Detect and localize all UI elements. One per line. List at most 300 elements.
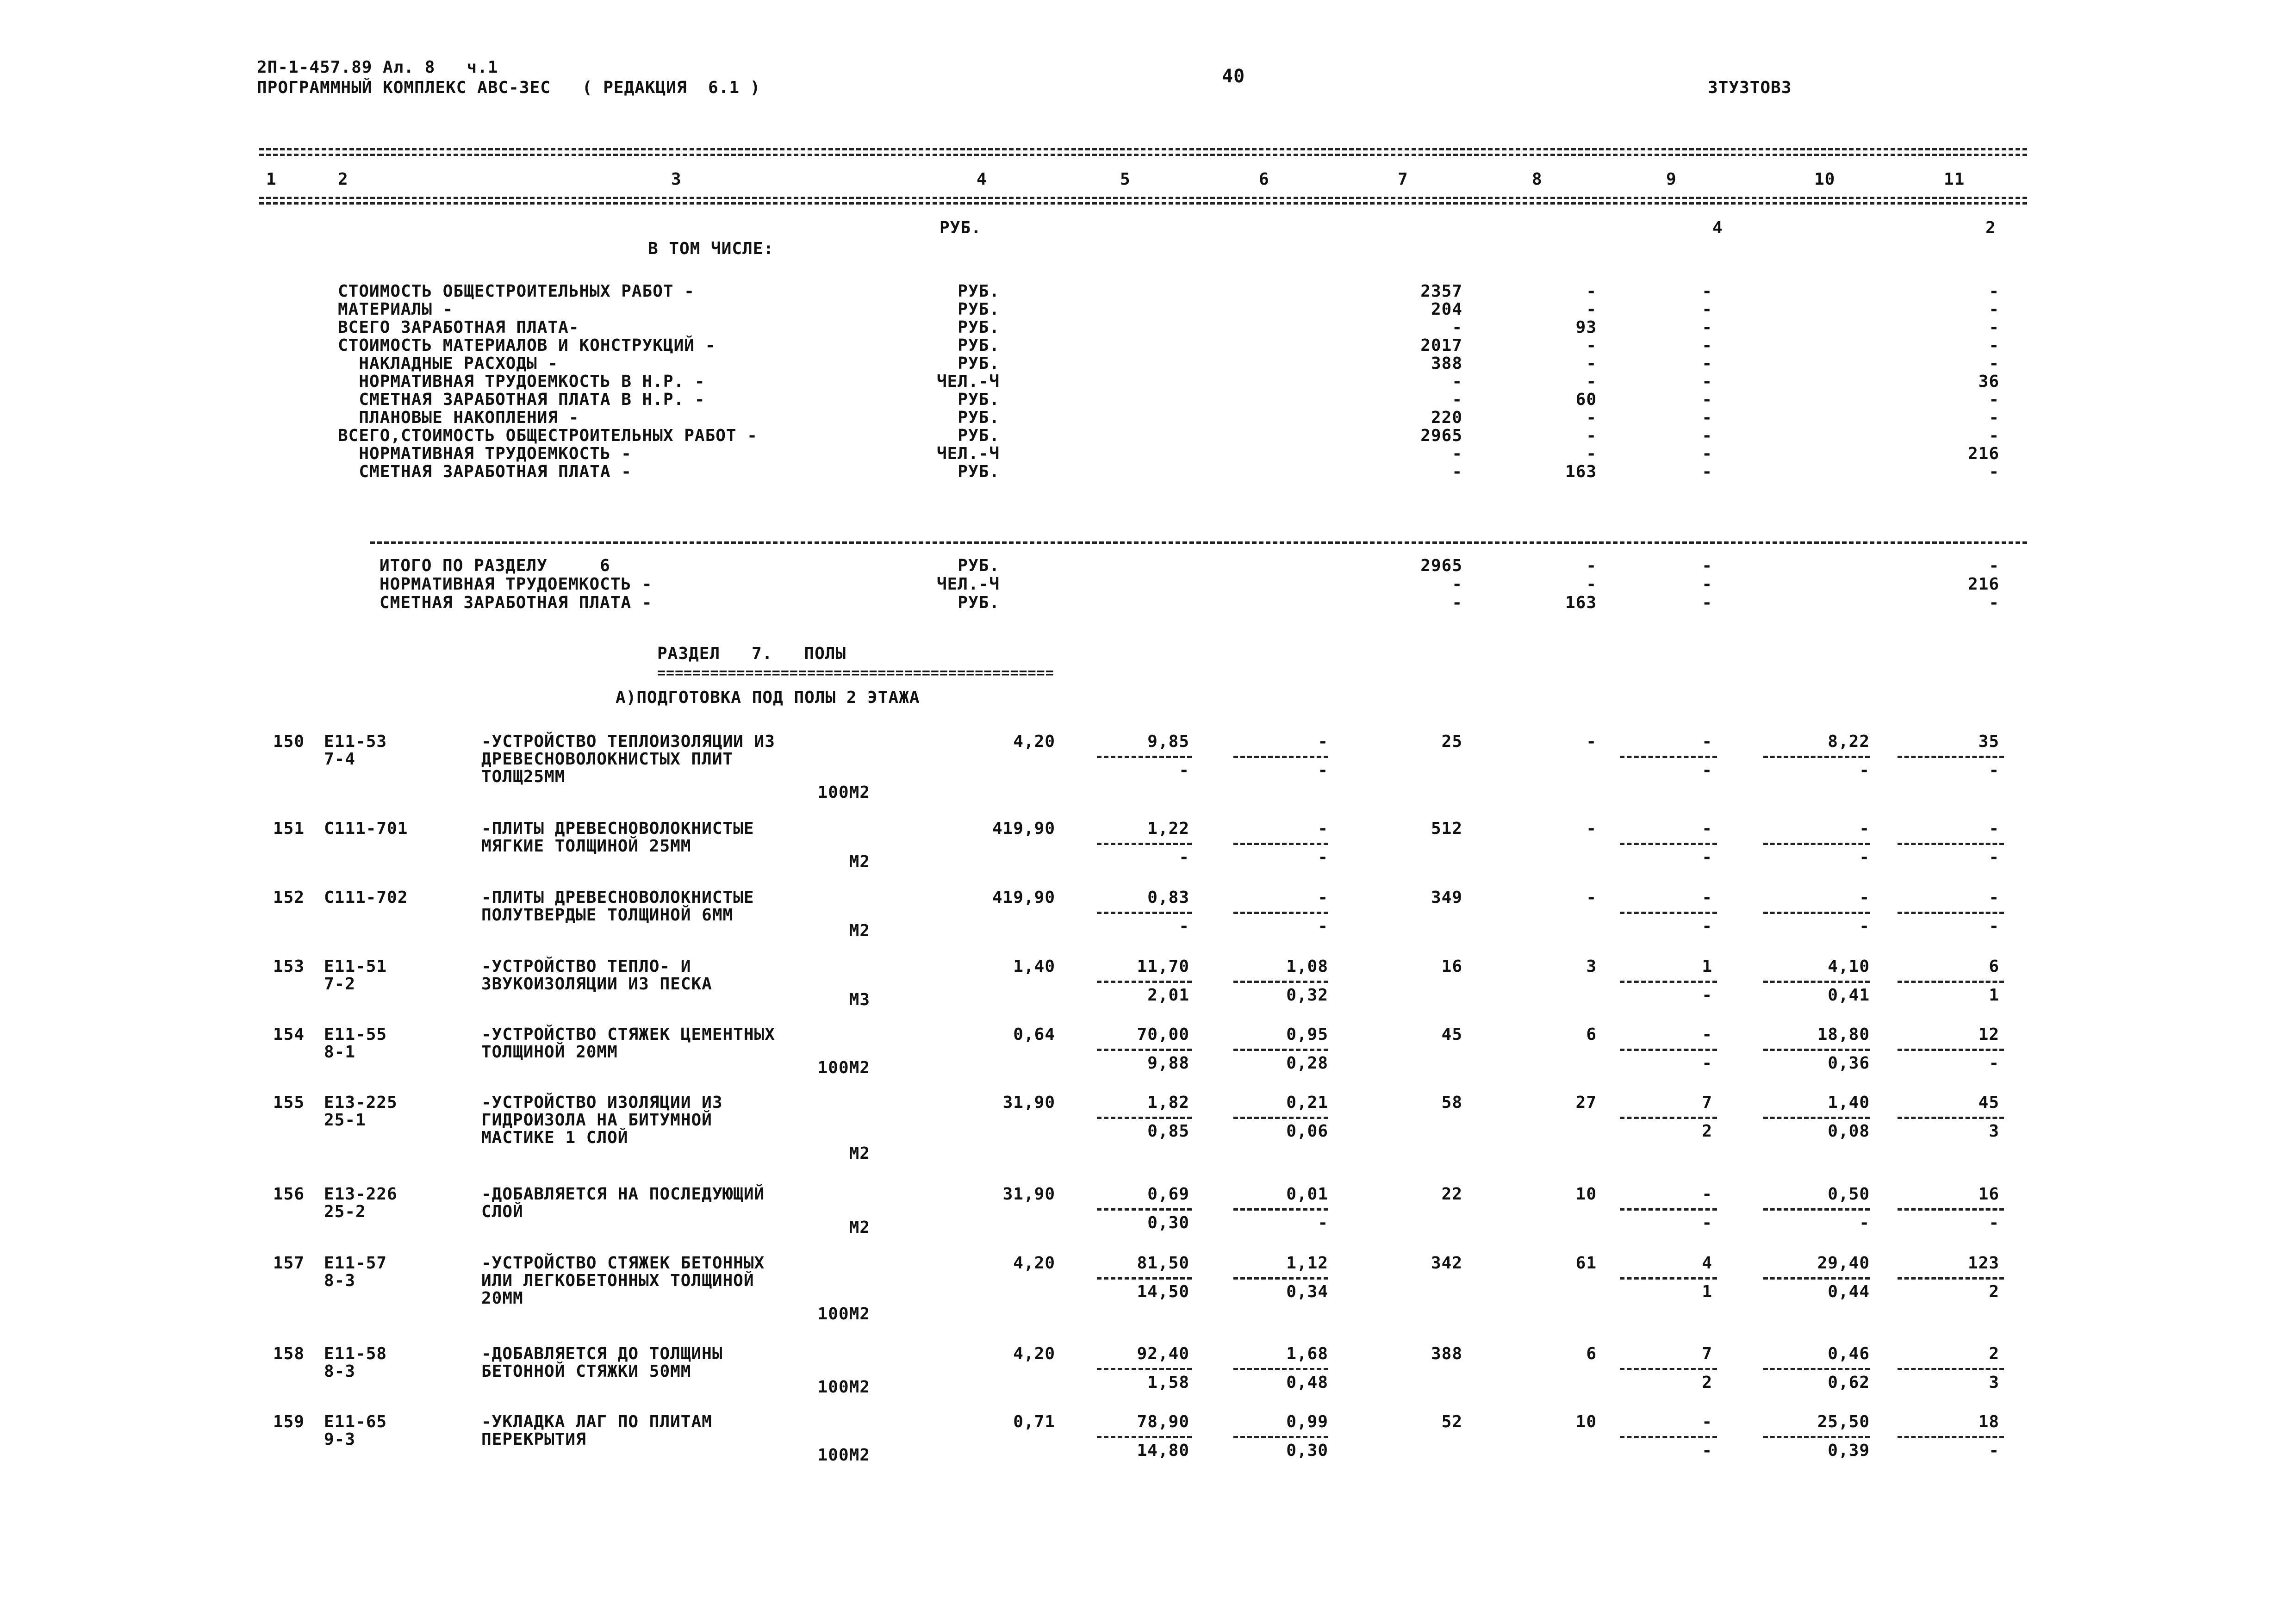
item-separator-col10 — [1763, 1049, 1870, 1051]
item-labor-unit: 18,80 — [1817, 1025, 1870, 1044]
item-separator-col9 — [1620, 1208, 1717, 1211]
total-row-col8: - — [1586, 575, 1597, 594]
item-machine-wage-total: - — [1702, 1213, 1712, 1232]
item-description-line: -УСТРОЙСТВО ТЕПЛОИЗОЛЯЦИИ ИЗ — [481, 732, 775, 751]
item-norm-code: Е11-51 — [324, 957, 387, 976]
summary-row-unit: РУБ. — [958, 300, 1000, 319]
item-norm-code: Е11-65 — [324, 1412, 387, 1431]
item-machine-labor-total: 1 — [1989, 986, 1999, 1005]
summary-row-col8: - — [1586, 408, 1597, 427]
column-header-rule — [259, 197, 2027, 199]
summary-row-col7: 2357 — [1420, 282, 1462, 301]
column-number: 6 — [1259, 170, 1269, 189]
item-wage-per-unit: 0,30 — [1147, 1213, 1189, 1232]
item-wage-per-unit: 0,85 — [1147, 1122, 1189, 1141]
document-code-right: ЗТУ3ТОВЗ — [1708, 78, 1792, 97]
item-separator-col5 — [1097, 1277, 1192, 1280]
item-separator-col6 — [1233, 1117, 1328, 1119]
summary-row-col11: - — [1989, 282, 1999, 301]
column-number: 8 — [1532, 170, 1543, 189]
summary-row-col11: - — [1989, 354, 1999, 373]
item-wage-per-unit: 2,01 — [1147, 986, 1189, 1005]
item-total-cost: 52 — [1441, 1412, 1462, 1431]
summary-row-col9: - — [1702, 354, 1712, 373]
item-separator-col5 — [1097, 912, 1192, 914]
item-quantity: 0,64 — [1013, 1025, 1055, 1044]
item-separator-col9 — [1620, 1368, 1717, 1370]
item-norm-subcode: 8-3 — [324, 1362, 356, 1381]
item-description-line: -УСТРОЙСТВО ИЗОЛЯЦИИ ИЗ — [481, 1093, 723, 1112]
summary-row-col11: - — [1989, 318, 1999, 337]
summary-row-col7: - — [1452, 390, 1462, 409]
item-machine-wage-per-unit: 0,28 — [1286, 1054, 1328, 1073]
item-separator-col11 — [1898, 1049, 2004, 1051]
total-row-col11: - — [1989, 593, 1999, 612]
summary-row-col9: - — [1702, 408, 1712, 427]
item-quantity: 1,40 — [1013, 957, 1055, 976]
total-row-unit: РУБ. — [958, 593, 1000, 612]
item-separator-col6 — [1233, 1049, 1328, 1051]
program-title: ПРОГРАММНЫЙ КОМПЛЕКС АВС-3ЕС ( РЕДАКЦИЯ 6.1 ) — [257, 78, 761, 97]
summary-row-unit: РУБ. — [958, 318, 1000, 337]
total-row-col9: - — [1702, 556, 1712, 575]
item-machine-wage-total: - — [1702, 917, 1712, 936]
item-machine-wage-per-unit: 0,48 — [1286, 1373, 1328, 1392]
summary-row-col9: - — [1702, 318, 1712, 337]
total-row-col8: 163 — [1565, 593, 1597, 612]
item-machine-wage-per-unit: 0,06 — [1286, 1122, 1328, 1141]
summary-col11-value: 2 — [1985, 218, 1996, 237]
item-total-machines: 1 — [1702, 957, 1712, 976]
item-norm-subcode: 9-3 — [324, 1430, 356, 1449]
item-separator-col9 — [1620, 981, 1717, 983]
item-quantity: 31,90 — [1002, 1185, 1055, 1204]
total-row-col11: 216 — [1967, 575, 1999, 594]
summary-row-col9: - — [1702, 426, 1712, 445]
summary-row-col9: - — [1702, 462, 1712, 481]
summary-row-col8: - — [1586, 372, 1597, 391]
item-separator-col10 — [1763, 1436, 1870, 1438]
item-norm-subcode: 25-1 — [324, 1111, 366, 1130]
summary-row-col9: - — [1702, 372, 1712, 391]
item-machine-labor-total: - — [1989, 917, 1999, 936]
item-norm-code: С111-702 — [324, 888, 408, 907]
item-unit: М2 — [849, 1144, 870, 1163]
item-machine-labor-total: - — [1989, 1213, 1999, 1232]
item-labor-unit: - — [1859, 888, 1870, 907]
item-separator-col10 — [1763, 1368, 1870, 1370]
item-unit: М2 — [849, 921, 870, 940]
item-separator-col5 — [1097, 1208, 1192, 1211]
item-separator-col10 — [1763, 912, 1870, 914]
summary-row-col8: - — [1586, 444, 1597, 463]
item-separator-col5 — [1097, 981, 1192, 983]
item-number: 155 — [273, 1093, 305, 1112]
item-total-wages: 10 — [1575, 1185, 1597, 1204]
item-separator-col5 — [1097, 756, 1192, 758]
summary-row-col11: - — [1989, 300, 1999, 319]
summary-row-label: НАКЛАДНЫЕ РАСХОДЫ - — [338, 354, 559, 373]
item-separator-col10 — [1763, 1208, 1870, 1211]
item-total-wages: - — [1586, 732, 1597, 751]
item-description-line: -ДОБАВЛЯЕТСЯ ДО ТОЛЩИНЫ — [481, 1344, 723, 1363]
item-machine-labor-total: - — [1989, 848, 1999, 867]
summary-col9-value: 4 — [1712, 218, 1723, 237]
item-separator-col5 — [1097, 843, 1192, 845]
summary-row-label: МАТЕРИАЛЫ - — [338, 300, 454, 319]
item-unit: 100М2 — [817, 1305, 870, 1324]
item-description-line: ЗВУКОИЗОЛЯЦИИ ИЗ ПЕСКА — [481, 975, 712, 994]
item-unit-price-machines: - — [1318, 819, 1328, 838]
total-row-col8: - — [1586, 556, 1597, 575]
item-unit-price-machines: 1,68 — [1286, 1344, 1328, 1363]
summary-row-unit: ЧЕЛ.-Ч — [936, 444, 1000, 463]
item-total-machines: 7 — [1702, 1093, 1712, 1112]
item-unit-price: 9,85 — [1147, 732, 1189, 751]
item-labor-total: 6 — [1989, 957, 1999, 976]
summary-row-unit: РУБ. — [958, 462, 1000, 481]
item-norm-code: С111-701 — [324, 819, 408, 838]
summary-row-col9: - — [1702, 390, 1712, 409]
item-norm-subcode: 7-4 — [324, 750, 356, 769]
item-labor-total: 18 — [1978, 1412, 1999, 1431]
total-row-col9: - — [1702, 593, 1712, 612]
item-total-wages: 6 — [1586, 1025, 1597, 1044]
item-total-cost: 22 — [1441, 1185, 1462, 1204]
total-row-col7: - — [1452, 593, 1462, 612]
summary-row-col9: - — [1702, 444, 1712, 463]
summary-row-label: НОРМАТИВНАЯ ТРУДОЕМКОСТЬ - — [338, 444, 632, 463]
summary-row-col7: - — [1452, 372, 1462, 391]
item-machine-labor-unit: 0,39 — [1828, 1441, 1870, 1460]
item-total-wages: 27 — [1575, 1093, 1597, 1112]
item-quantity: 4,20 — [1013, 1344, 1055, 1363]
item-labor-total: 12 — [1978, 1025, 1999, 1044]
summary-row-col7: 220 — [1431, 408, 1462, 427]
item-separator-col11 — [1898, 1368, 2004, 1370]
item-norm-code: Е13-225 — [324, 1093, 398, 1112]
item-description-line: -УСТРОЙСТВО СТЯЖЕК ЦЕМЕНТНЫХ — [481, 1025, 775, 1044]
item-unit-price-machines: 1,12 — [1286, 1254, 1328, 1273]
item-machine-labor-unit: - — [1859, 917, 1870, 936]
item-norm-code: Е11-55 — [324, 1025, 387, 1044]
item-separator-col10 — [1763, 981, 1870, 983]
item-wage-per-unit: 14,50 — [1137, 1282, 1189, 1301]
summary-row-col8: - — [1586, 354, 1597, 373]
total-row-col11: - — [1989, 556, 1999, 575]
item-description-line: МЯГКИЕ ТОЛЩИНОЙ 25ММ — [481, 837, 691, 856]
item-description-line: -УСТРОЙСТВО СТЯЖЕК БЕТОННЫХ — [481, 1254, 765, 1273]
item-unit-price: 0,83 — [1147, 888, 1189, 907]
item-unit-price: 81,50 — [1137, 1254, 1189, 1273]
item-number: 151 — [273, 819, 305, 838]
item-unit-price-machines: 0,01 — [1286, 1185, 1328, 1204]
item-machine-wage-total: - — [1702, 1054, 1712, 1073]
item-number: 157 — [273, 1254, 305, 1273]
item-unit-price-machines: 0,21 — [1286, 1093, 1328, 1112]
item-description-line: ТОЛЩИНОЙ 20ММ — [481, 1043, 618, 1062]
column-header-rule-2 — [259, 202, 2027, 205]
column-number: 9 — [1666, 170, 1677, 189]
column-number: 4 — [977, 170, 987, 189]
item-norm-code: Е11-58 — [324, 1344, 387, 1363]
item-labor-total: - — [1989, 888, 1999, 907]
item-description-line: ПОЛУТВЕРДЫЕ ТОЛЩИНОЙ 6ММ — [481, 906, 734, 925]
item-machine-wage-per-unit: - — [1318, 848, 1328, 867]
item-description-line: -УСТРОЙСТВО ТЕПЛО- И — [481, 957, 691, 976]
summary-row-col8: - — [1586, 282, 1597, 301]
item-norm-code: Е13-226 — [324, 1185, 398, 1204]
summary-row-col8: 60 — [1575, 390, 1597, 409]
item-separator-col10 — [1763, 1117, 1870, 1119]
item-unit-price-machines: 1,08 — [1286, 957, 1328, 976]
summary-row-col9: - — [1702, 336, 1712, 355]
item-unit: 100М2 — [817, 1446, 870, 1465]
column-number: 10 — [1814, 170, 1836, 189]
item-separator-col6 — [1233, 1436, 1328, 1438]
item-unit-price: 92,40 — [1137, 1344, 1189, 1363]
item-labor-unit: 8,22 — [1828, 732, 1870, 751]
item-description-line: ПЕРЕКРЫТИЯ — [481, 1430, 586, 1449]
item-labor-total: 16 — [1978, 1185, 1999, 1204]
item-total-machines: - — [1702, 819, 1712, 838]
summary-row-col7: 204 — [1431, 300, 1462, 319]
item-total-machines: - — [1702, 1185, 1712, 1204]
item-machine-wage-per-unit: - — [1318, 917, 1328, 936]
item-description-line: БЕТОННОЙ СТЯЖКИ 50ММ — [481, 1362, 691, 1381]
summary-row-col11: - — [1989, 336, 1999, 355]
table-top-rule-2 — [259, 154, 2027, 156]
item-labor-unit: 29,40 — [1817, 1254, 1870, 1273]
item-machine-labor-total: 3 — [1989, 1373, 1999, 1392]
item-separator-col9 — [1620, 1277, 1717, 1280]
item-unit: 100М2 — [817, 783, 870, 802]
item-quantity: 31,90 — [1002, 1093, 1055, 1112]
item-description-line: ДРЕВЕСНОВОЛОКНИСТЫХ ПЛИТ — [481, 750, 734, 769]
item-machine-labor-unit: - — [1859, 1213, 1870, 1232]
item-number: 158 — [273, 1344, 305, 1363]
item-machine-wage-per-unit: 0,34 — [1286, 1282, 1328, 1301]
item-machine-wage-total: 2 — [1702, 1373, 1712, 1392]
item-separator-col6 — [1233, 981, 1328, 983]
summary-row-unit: РУБ. — [958, 336, 1000, 355]
item-machine-labor-unit: 0,41 — [1828, 986, 1870, 1005]
item-description-line: -ПЛИТЫ ДРЕВЕСНОВОЛОКНИСТЫЕ — [481, 819, 754, 838]
summary-row-unit: РУБ. — [958, 354, 1000, 373]
item-norm-subcode: 8-1 — [324, 1043, 356, 1062]
item-machine-wage-total: - — [1702, 986, 1712, 1005]
item-machine-wage-total: 1 — [1702, 1282, 1712, 1301]
item-norm-subcode: 25-2 — [324, 1202, 366, 1221]
item-total-cost: 58 — [1441, 1093, 1462, 1112]
section-title: РАЗДЕЛ 7. ПОЛЫ — [657, 644, 846, 663]
item-total-wages: 61 — [1575, 1254, 1597, 1273]
summary-row-col8: - — [1586, 300, 1597, 319]
item-number: 159 — [273, 1412, 305, 1431]
item-unit-price: 78,90 — [1137, 1412, 1189, 1431]
item-description-line: ИЛИ ЛЕГКОБЕТОННЫХ ТОЛЩИНОЙ — [481, 1271, 754, 1290]
item-description-line: -ДОБАВЛЯЕТСЯ НА ПОСЛЕДУЮЩИЙ — [481, 1185, 765, 1204]
item-quantity: 4,20 — [1013, 1254, 1055, 1273]
item-machine-labor-total: 3 — [1989, 1122, 1999, 1141]
item-machine-labor-unit: - — [1859, 761, 1870, 780]
item-labor-unit: 0,50 — [1828, 1185, 1870, 1204]
item-separator-col9 — [1620, 912, 1717, 914]
item-total-wages: - — [1586, 819, 1597, 838]
item-labor-unit: 1,40 — [1828, 1093, 1870, 1112]
item-number: 150 — [273, 732, 305, 751]
summary-row-col8: 163 — [1565, 462, 1597, 481]
summary-row-col11: 36 — [1978, 372, 1999, 391]
column-number: 11 — [1944, 170, 1965, 189]
item-machine-labor-total: 2 — [1989, 1282, 1999, 1301]
item-separator-col10 — [1763, 843, 1870, 845]
item-separator-col11 — [1898, 1277, 2004, 1280]
table-top-rule — [259, 148, 2027, 150]
item-machine-wage-per-unit: - — [1318, 1213, 1328, 1232]
item-machine-labor-total: - — [1989, 761, 1999, 780]
item-separator-col9 — [1620, 1049, 1717, 1051]
item-number: 154 — [273, 1025, 305, 1044]
item-wage-per-unit: - — [1179, 848, 1189, 867]
item-description-line: СЛОЙ — [481, 1202, 523, 1221]
item-number: 156 — [273, 1185, 305, 1204]
item-wage-per-unit: 1,58 — [1147, 1373, 1189, 1392]
item-separator-col10 — [1763, 1277, 1870, 1280]
summary-row-label: СМЕТНАЯ ЗАРАБОТНАЯ ПЛАТА - — [338, 462, 632, 481]
including-title: В ТОМ ЧИСЛЕ: — [648, 239, 774, 258]
item-description-line: -УКЛАДКА ЛАГ ПО ПЛИТАМ — [481, 1412, 712, 1431]
item-machine-labor-unit: 0,08 — [1828, 1122, 1870, 1141]
summary-row-label: СТОИМОСТЬ ОБЩЕСТРОИТЕЛЬНЫХ РАБОТ - — [338, 282, 695, 301]
item-separator-col11 — [1898, 981, 2004, 983]
item-unit-price: 1,82 — [1147, 1093, 1189, 1112]
item-unit-price: 11,70 — [1137, 957, 1189, 976]
summary-row-col11: - — [1989, 408, 1999, 427]
summary-row-label: ВСЕГО,СТОИМОСТЬ ОБЩЕСТРОИТЕЛЬНЫХ РАБОТ - — [338, 426, 758, 445]
item-machine-labor-unit: 0,44 — [1828, 1282, 1870, 1301]
item-labor-unit: 0,46 — [1828, 1344, 1870, 1363]
total-row-label: ИТОГО ПО РАЗДЕЛУ 6 — [380, 556, 610, 575]
item-separator-col5 — [1097, 1368, 1192, 1370]
summary-row-label: СМЕТНАЯ ЗАРАБОТНАЯ ПЛАТА В Н.Р. - — [338, 390, 705, 409]
item-machine-labor-total: - — [1989, 1054, 1999, 1073]
item-quantity: 419,90 — [992, 819, 1055, 838]
column-number: 7 — [1398, 170, 1408, 189]
summary-row-unit: РУБ. — [958, 426, 1000, 445]
item-separator-col5 — [1097, 1049, 1192, 1051]
item-labor-unit: 4,10 — [1828, 957, 1870, 976]
item-labor-total: 45 — [1978, 1093, 1999, 1112]
item-unit: М2 — [849, 852, 870, 871]
total-row-col7: - — [1452, 575, 1462, 594]
item-machine-labor-unit: 0,62 — [1828, 1373, 1870, 1392]
column-number: 1 — [266, 170, 277, 189]
section-underline: ============================================= — [657, 665, 1054, 681]
item-separator-col6 — [1233, 1277, 1328, 1280]
item-norm-subcode: 8-3 — [324, 1271, 356, 1290]
item-unit-price-machines: - — [1318, 732, 1328, 751]
item-separator-col11 — [1898, 912, 2004, 914]
item-labor-total: 35 — [1978, 732, 1999, 751]
column-number: 5 — [1120, 170, 1131, 189]
item-description-line: -ПЛИТЫ ДРЕВЕСНОВОЛОКНИСТЫЕ — [481, 888, 754, 907]
document-code: 2П-1-457.89 Ал. 8 ч.1 — [257, 58, 498, 77]
item-machine-labor-unit: - — [1859, 848, 1870, 867]
item-machine-wage-per-unit: 0,32 — [1286, 986, 1328, 1005]
item-total-machines: - — [1702, 732, 1712, 751]
item-total-cost: 349 — [1431, 888, 1462, 907]
total-row-col7: 2965 — [1420, 556, 1462, 575]
item-separator-col5 — [1097, 1117, 1192, 1119]
item-unit: М3 — [849, 990, 870, 1009]
summary-total-rule — [370, 541, 2027, 544]
item-separator-col9 — [1620, 1117, 1717, 1119]
item-wage-per-unit: - — [1179, 917, 1189, 936]
summary-row-col7: 2017 — [1420, 336, 1462, 355]
item-unit-price-machines: 0,95 — [1286, 1025, 1328, 1044]
item-description-line: МАСТИКЕ 1 СЛОЙ — [481, 1128, 628, 1147]
item-separator-col11 — [1898, 1208, 2004, 1211]
summary-row-col11: - — [1989, 462, 1999, 481]
item-machine-wage-per-unit: 0,30 — [1286, 1441, 1328, 1460]
item-wage-per-unit: 9,88 — [1147, 1054, 1189, 1073]
summary-row-label: СТОИМОСТЬ МАТЕРИАЛОВ И КОНСТРУКЦИЙ - — [338, 336, 716, 355]
item-separator-col6 — [1233, 843, 1328, 845]
page-number: 40 — [1222, 66, 1245, 87]
item-quantity: 4,20 — [1013, 732, 1055, 751]
summary-row-col9: - — [1702, 300, 1712, 319]
summary-row-col11: - — [1989, 426, 1999, 445]
item-quantity: 0,71 — [1013, 1412, 1055, 1431]
total-row-unit: РУБ. — [958, 556, 1000, 575]
item-labor-total: - — [1989, 819, 1999, 838]
item-unit-price: 1,22 — [1147, 819, 1189, 838]
item-separator-col9 — [1620, 1436, 1717, 1438]
item-unit-price: 70,00 — [1137, 1025, 1189, 1044]
column-number: 2 — [338, 170, 348, 189]
item-description-line: ГИДРОИЗОЛА НА БИТУМНОЙ — [481, 1111, 712, 1130]
item-number: 152 — [273, 888, 305, 907]
summary-row-col11: - — [1989, 390, 1999, 409]
item-description-line: ТОЛЩ25ММ — [481, 767, 566, 786]
item-total-cost: 25 — [1441, 732, 1462, 751]
item-norm-code: Е11-53 — [324, 732, 387, 751]
item-labor-unit: 25,50 — [1817, 1412, 1870, 1431]
item-machine-wage-total: - — [1702, 848, 1712, 867]
summary-row-unit: ЧЕЛ.-Ч — [936, 372, 1000, 391]
item-total-machines: 7 — [1702, 1344, 1712, 1363]
item-machine-wage-per-unit: - — [1318, 761, 1328, 780]
item-total-machines: - — [1702, 888, 1712, 907]
summary-row-col11: 216 — [1967, 444, 1999, 463]
summary-row-unit: РУБ. — [958, 390, 1000, 409]
item-total-wages: 10 — [1575, 1412, 1597, 1431]
section-subtitle: А)ПОДГОТОВКА ПОД ПОЛЫ 2 ЭТАЖА — [616, 688, 920, 707]
item-unit-price-machines: - — [1318, 888, 1328, 907]
item-machine-wage-total: - — [1702, 761, 1712, 780]
summary-row-col7: 2965 — [1420, 426, 1462, 445]
item-machine-wage-total: 2 — [1702, 1122, 1712, 1141]
item-labor-unit: - — [1859, 819, 1870, 838]
item-labor-total: 2 — [1989, 1344, 1999, 1363]
item-separator-col5 — [1097, 1436, 1192, 1438]
total-row-col9: - — [1702, 575, 1712, 594]
item-total-cost: 16 — [1441, 957, 1462, 976]
item-separator-col6 — [1233, 1368, 1328, 1370]
summary-row-col7: - — [1452, 444, 1462, 463]
item-number: 153 — [273, 957, 305, 976]
